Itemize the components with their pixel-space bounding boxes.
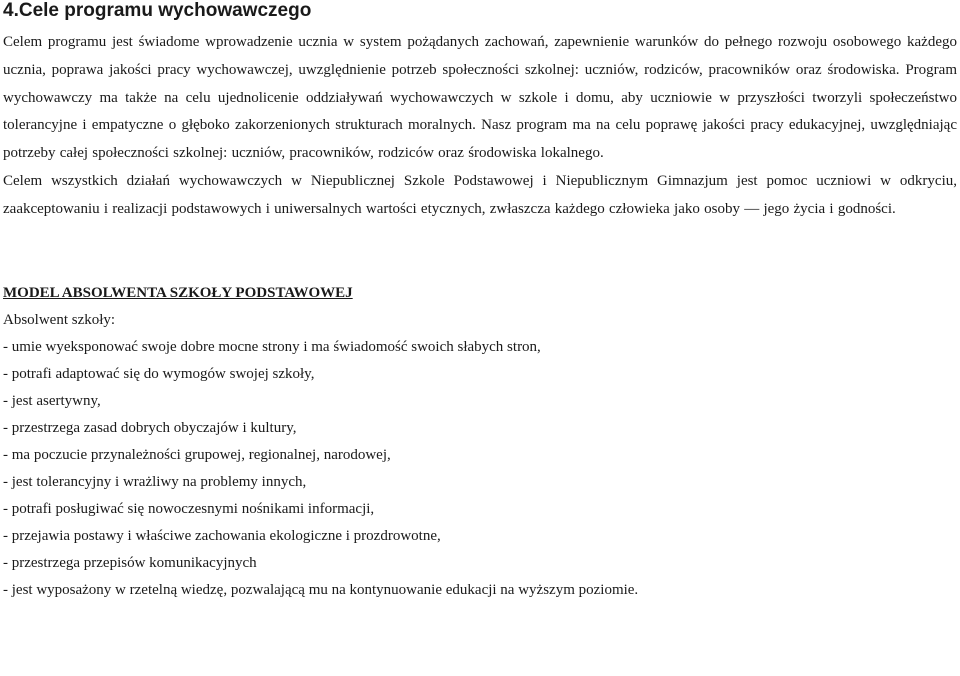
list-item: - jest tolerancyjny i wrażliwy na problemy innych,	[3, 473, 307, 490]
section-heading: 4.Cele programu wychowawczego	[3, 0, 312, 21]
list-item: - ma poczucie przynależności grupowej, regionalnej, narodowej,	[3, 446, 391, 463]
list-item: - potrafi adaptować się do wymogów swojej szkoły,	[3, 365, 315, 382]
graduate-model-title: MODEL ABSOLWENTA SZKOŁY PODSTAWOWEJ	[3, 284, 353, 301]
list-item: - przejawia postawy i właściwe zachowania ekologiczne i prozdrowotne,	[3, 527, 441, 544]
graduate-model-subtitle: Absolwent szkoły:	[3, 311, 116, 328]
goals-paragraph: Celem programu jest świadome wprowadzenie ucznia w system pożądanych zachowań, zapewnienie warunków do pełnego rozwoju osobowego każdego ucznia, poprawa jakości pracy wychowawczej, uwzględnienie potrzeb społeczności szkolnej: uczniów, rodziców, pracowników oraz środowiska. Program wychowawczy ma także na celu ujednolicenie oddziaływań wychowawczych w szkole i domu, aby uczniowie w przyszłości tworzyli społeczeństwo tolerancyjne i empatyczne o głęboko zakorzenionych strukturach moralnych. Nasz program ma na celu poprawę jakości pracy edukacyjnej, uwzględniając potrzeby całej społeczności szkolnej: uczniów, pracowników, rodziców oraz środowiska lokalnego.	[3, 34, 957, 162]
list-item: - jest wyposażony w rzetelną wiedzę, pozwalającą mu na kontynuowanie edukacji na wyższym poziomie.	[3, 581, 639, 598]
list-item: - jest asertywny,	[3, 392, 101, 409]
list-item: - przestrzega zasad dobrych obyczajów i kultury,	[3, 419, 297, 436]
list-item: - przestrzega przepisów komunikacyjnych	[3, 554, 257, 571]
section-spacer	[3, 224, 957, 280]
graduate-traits-list	[3, 334, 957, 604]
list-item: - umie wyeksponować swoje dobre mocne strony i ma świadomość swoich słabych stron,	[3, 338, 541, 355]
aims-paragraph: Celem wszystkich działań wychowawczych w Niepublicznej Szkole Podstawowej i Niepublicznym Gimnazjum jest pomoc uczniowi w odkryciu, zaakceptowaniu i realizacji podstawowych i uniwersalnych wartości etycznych, zwłaszcza każdego człowieka jako osoby — jego życia i godności.	[3, 172, 957, 217]
list-item: - potrafi posługiwać się nowoczesnymi nośnikami informacji,	[3, 500, 375, 517]
